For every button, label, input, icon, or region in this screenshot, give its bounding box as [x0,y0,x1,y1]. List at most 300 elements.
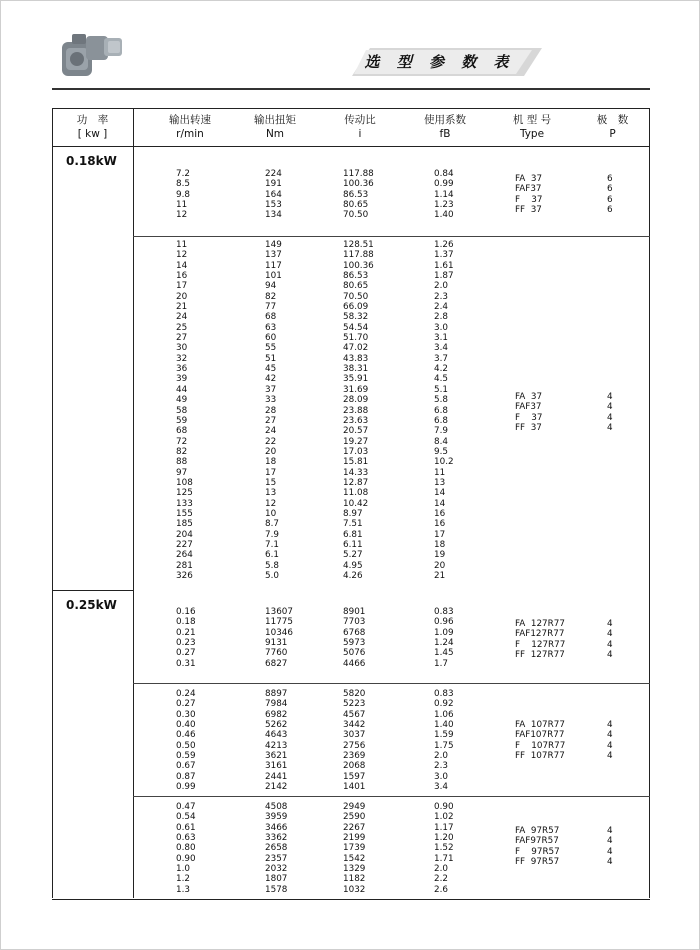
table-cell: 3.4 [434,343,448,354]
table-cell: 20 [434,560,446,571]
table-cell: 6 [607,184,613,195]
table-cell: 12 [265,498,277,509]
table-cell: 0.31 [176,658,196,669]
table-cell: 20.57 [343,426,369,437]
table-cell: 1.75 [434,740,454,751]
table-cell: 12 [176,250,188,261]
table-cell: 2357 [265,853,288,864]
table-cell: 0.87 [176,771,196,782]
header-type-unit: Type [519,128,545,140]
table-cell: 133 [176,498,193,509]
table-cell: 0.50 [176,740,196,751]
table-cell: FAF37 [515,402,542,413]
header-power [52,113,133,141]
table-cell: 4 [607,720,613,730]
table-cell: 5223 [343,699,366,710]
header-torque-unit: Nm [265,128,285,140]
table-cell: 3.7 [434,353,448,364]
table-cell: FAF127R77 [515,629,565,640]
table-border-left [52,108,53,898]
table-cell: 11775 [265,617,293,628]
table-cell: 4466 [343,658,366,669]
table-cell: 4213 [265,740,288,751]
table-cell: 4 [607,639,613,650]
column-divider [133,108,134,898]
table-cell: FA 127R77 [515,619,565,629]
table-cell: 14 [176,260,188,271]
table-cell: 3037 [343,730,366,741]
gear-motor-logo [58,28,126,84]
table-cell: 1.3 [176,884,190,895]
header-type-label: 机 型 号 [512,114,552,126]
table-cell: 1.61 [434,260,454,271]
table-cell: 3161 [265,761,288,772]
header-factor [410,113,480,141]
table-cell: 137 [265,250,282,261]
table-cell: 17 [265,467,277,478]
factor-column [434,169,454,221]
header-power-label: 功 率 [76,114,109,126]
table-cell: 2142 [265,782,288,793]
table-cell: FF 37 [515,205,542,216]
table-cell: 2.3 [434,761,448,772]
table-cell: 2.8 [434,312,448,323]
table-cell: 45 [265,364,277,375]
table-cell: 5.1 [434,384,448,395]
table-cell: 7.51 [343,519,363,530]
table-cell: 6 [607,205,613,216]
table-cell: 101 [265,271,282,282]
table-cell: 11.08 [343,488,369,499]
table-cell: 4 [607,402,613,413]
ratio-column [343,689,365,792]
table-cell: 153 [265,200,282,211]
header-torque [240,113,310,141]
table-cell: 49 [176,395,188,406]
table-cell: 28.09 [343,395,369,406]
table-cell: F 37 [515,194,543,205]
table-cell: 4508 [265,802,288,812]
table-cell: 47.02 [343,343,369,354]
table-cell: 12 [176,210,188,221]
table-cell: 13607 [265,607,293,617]
table-cell: 23.88 [343,405,369,416]
table-cell: 1032 [343,884,366,895]
table-cell: 4643 [265,730,288,741]
table-cell: 0.23 [176,638,196,649]
table-cell: 0.67 [176,761,196,772]
table-cell: 0.61 [176,822,196,833]
table-cell: FAF107R77 [515,730,565,741]
table-cell: 0.96 [434,617,454,628]
table-cell: 2.3 [434,291,448,302]
table-cell: 24 [265,426,277,437]
header-divider [52,146,650,147]
table-cell: 4 [607,650,613,661]
table-cell: 16 [434,519,446,530]
table-cell: 70.50 [343,291,369,302]
table-cell: 1739 [343,843,366,854]
table-cell: 12.87 [343,477,369,488]
table-cell: 13 [434,477,446,488]
table-cell: 0.24 [176,689,196,699]
table-cell: 2267 [343,822,366,833]
table-cell: 2.0 [434,281,448,292]
table-cell: 35.91 [343,374,369,385]
table-cell: 15.81 [343,457,369,468]
table-cell: 1.7 [434,658,448,669]
table-cell: 0.80 [176,843,196,854]
table-cell: 0.63 [176,833,196,844]
poles-column [607,826,613,868]
table-cell: 5262 [265,720,288,731]
table-cell: 134 [265,210,282,221]
table-cell: 1.06 [434,709,454,720]
table-cell: 20 [176,291,188,302]
table-cell: 2.2 [434,874,448,885]
header-speed [150,113,230,141]
table-cell: 11 [176,200,188,211]
table-cell: 117 [265,260,282,271]
header-poles [585,113,640,141]
table-cell: 0.46 [176,730,196,741]
table-cell: 63 [265,322,277,333]
table-cell: 108 [176,477,193,488]
table-cell: 1542 [343,853,366,864]
ratio-column [343,240,374,581]
table-cell: 5.27 [343,550,363,561]
table-cell: 1578 [265,884,288,895]
torque-column [265,689,287,792]
table-cell: 2.0 [434,751,448,762]
table-cell: 77 [265,302,277,313]
header-torque-label: 输出扭矩 [254,114,296,126]
table-cell: 3959 [265,812,288,823]
table-cell: 27 [265,415,277,426]
table-cell: 10 [265,508,277,519]
table-cell: 3.0 [434,771,448,782]
table-cell: 3.1 [434,333,448,344]
table-cell: F 37 [515,412,543,423]
table-cell: 1.52 [434,843,454,854]
speed-column [176,689,196,792]
table-cell: 37 [265,384,277,395]
power-divider [52,590,133,591]
table-cell: 86.53 [343,271,369,282]
table-cell: 4 [607,423,613,434]
table-cell: 0.99 [434,179,454,190]
table-cell: 36 [176,364,188,375]
table-cell: 2369 [343,751,366,762]
table-cell: F 97R57 [515,846,560,857]
table-cell: 33 [265,395,277,406]
table-cell: 1.20 [434,833,454,844]
table-cell: 5076 [343,648,366,659]
table-cell: 27 [176,333,188,344]
table-cell: FF 97R57 [515,857,560,868]
table-cell: 5.0 [265,571,279,581]
table-cell: 2441 [265,771,288,782]
table-cell: 1.14 [434,189,454,200]
table-cell: FAF37 [515,184,542,195]
table-cell: 8901 [343,607,366,617]
table-cell: FA 37 [515,174,543,184]
table-cell: 0.84 [434,169,454,179]
header-speed-unit: r/min [176,128,204,140]
table-cell: 0.99 [176,782,196,793]
table-cell: 4.95 [343,560,363,571]
table-cell: 0.30 [176,709,196,720]
table-cell: 5820 [343,689,366,699]
table-cell: 4.26 [343,571,363,581]
table-cell: 21 [434,571,446,581]
table-cell: 7703 [343,617,366,628]
table-cell: FF 107R77 [515,751,565,762]
table-cell: 44 [176,384,188,395]
table-cell: 281 [176,560,193,571]
table-cell: 4 [607,826,613,836]
table-cell: 88 [176,457,188,468]
table-cell: 2.6 [434,884,448,895]
table-cell: 0.16 [176,607,196,617]
table-cell: 80.65 [343,200,369,211]
table-cell: 1.02 [434,812,454,823]
table-cell: 1.45 [434,648,454,659]
table-cell: 326 [176,571,193,581]
table-cell: 5.8 [265,560,279,571]
factor-column [434,689,454,792]
table-cell: 82 [265,291,277,302]
table-cell: 4 [607,857,613,868]
table-cell: 0.40 [176,720,196,731]
table-cell: 2.4 [434,302,448,313]
table-cell: 4.2 [434,364,448,375]
table-cell: 1.2 [176,874,190,885]
table-cell: 264 [176,550,193,561]
table-cell: 1.71 [434,853,454,864]
table-cell: 13 [265,488,277,499]
table-cell: 1.59 [434,730,454,741]
table-cell: FA 107R77 [515,720,565,730]
table-cell: 117.88 [343,169,374,179]
table-cell: 0.90 [176,853,196,864]
table-cell: 3362 [265,833,288,844]
poles-column [607,720,613,762]
table-cell: 5973 [343,638,366,649]
table-cell: 55 [265,343,277,354]
table-cell: 19.27 [343,436,369,447]
table-cell: 1807 [265,874,288,885]
table-cell: FF 127R77 [515,650,565,661]
poles-column [607,392,613,434]
table-cell: 0.59 [176,751,196,762]
table-cell: 117.88 [343,250,374,261]
table-cell: 1.37 [434,250,454,261]
header-factor-label: 使用系数 [424,114,466,126]
table-cell: 14 [434,488,446,499]
table-cell: F 127R77 [515,639,566,650]
table-cell: 14.33 [343,467,369,478]
table-cell: 43.83 [343,353,369,364]
table-cell: 18 [265,457,277,468]
table-cell: 30 [176,343,188,354]
table-cell: 1.40 [434,720,454,731]
ratio-column [343,607,365,669]
table-cell: 17 [434,529,446,540]
table-cell: 6982 [265,709,288,720]
factor-column [434,240,454,581]
table-cell: 66.09 [343,302,369,313]
table-cell: 54.54 [343,322,369,333]
table-cell: 25 [176,322,188,333]
table-cell: 6 [607,174,613,184]
table-cell: 72 [176,436,188,447]
table-cell: 10.42 [343,498,369,509]
table-cell: 100.36 [343,260,374,271]
group-divider [133,683,650,684]
type-column [515,720,565,762]
page-title: 选 型 参 数 表 [364,53,515,71]
header-ratio-label: 传动比 [344,114,376,126]
speed-column [176,169,190,221]
table-cell: 22 [265,436,277,447]
table-cell: 100.36 [343,179,374,190]
table-cell: 3621 [265,751,288,762]
table-border-right [649,108,650,898]
table-cell: 4567 [343,709,366,720]
table-cell: 68 [176,426,188,437]
type-column [515,619,565,661]
table-cell: 1.24 [434,638,454,649]
table-cell: 0.21 [176,627,196,638]
table-cell: 2949 [343,802,366,812]
torque-column [265,802,287,895]
table-cell: 2.0 [434,864,448,875]
table-cell: 1329 [343,864,366,875]
table-cell: 1.17 [434,822,454,833]
table-cell: 0.90 [434,802,454,812]
table-cell: 10346 [265,627,293,638]
table-cell: 0.27 [176,648,196,659]
table-cell: 82 [176,446,188,457]
table-cell: 227 [176,539,193,550]
table-cell: 51 [265,353,277,364]
table-cell: F 107R77 [515,740,566,751]
table-cell: 128.51 [343,240,374,250]
table-cell: 204 [176,529,193,540]
table-cell: 4 [607,836,613,847]
table-cell: 7.9 [265,529,279,540]
table-cell: FA 97R57 [515,826,560,836]
table-cell: 59 [176,415,188,426]
type-column [515,392,542,434]
table-cell: 23.63 [343,415,369,426]
table-cell: 4 [607,730,613,741]
table-cell: 7.2 [176,169,190,179]
table-cell: 1401 [343,782,366,793]
table-cell: 164 [265,189,282,200]
table-cell: 4 [607,412,613,423]
table-cell: 10.2 [434,457,454,468]
torque-column [265,240,282,581]
header-type [496,113,568,141]
header-poles-label: 极 数 [596,114,629,126]
group-divider [133,796,650,797]
type-column [515,174,542,216]
table-cell: 6.81 [343,529,363,540]
torque-column [265,607,293,669]
table-cell: FAF97R57 [515,836,559,847]
header-power-unit: [ kw ] [77,128,108,140]
table-cell: 0.18 [176,617,196,628]
table-cell: 3.4 [434,782,448,793]
table-cell: 4 [607,751,613,762]
torque-column [265,169,282,221]
table-cell: 39 [176,374,188,385]
table-cell: 7.1 [265,539,279,550]
poles-column [607,174,613,216]
table-cell: 1.09 [434,627,454,638]
table-cell: 58 [176,405,188,416]
table-cell: 24 [176,312,188,323]
table-cell: 6768 [343,627,366,638]
table-cell: 6.8 [434,415,448,426]
ratio-column [343,169,374,221]
table-cell: 4 [607,740,613,751]
table-cell: 6827 [265,658,288,669]
table-cell: 1.23 [434,200,454,211]
table-cell: 1.40 [434,210,454,221]
table-cell: 3442 [343,720,366,731]
table-cell: 17 [176,281,188,292]
table-cell: 1.26 [434,240,454,250]
table-cell: 0.92 [434,699,454,710]
table-cell: 9.8 [176,189,190,200]
table-cell: 97 [176,467,188,478]
table-cell: 2032 [265,864,288,875]
table-cell: 1597 [343,771,366,782]
table-cell: 19 [434,550,446,561]
table-cell: 3466 [265,822,288,833]
header-ratio-unit: i [358,128,362,140]
table-cell: 8.97 [343,508,363,519]
table-cell: 86.53 [343,189,369,200]
power-label: 0.25kW [66,598,117,612]
speed-column [176,240,193,581]
table-cell: 51.70 [343,333,369,344]
table-cell: 0.83 [434,689,454,699]
table-cell: 0.54 [176,812,196,823]
header-rule [52,88,650,90]
table-cell: 8.4 [434,436,448,447]
table-cell: 2756 [343,740,366,751]
table-cell: 58.32 [343,312,369,323]
table-cell: 20 [265,446,277,457]
table-cell: 16 [434,508,446,519]
table-cell: 7.9 [434,426,448,437]
table-cell: 0.83 [434,607,454,617]
table-cell: 149 [265,240,282,250]
table-cell: 38.31 [343,364,369,375]
table-cell: FF 37 [515,423,542,434]
factor-column [434,802,454,895]
table-cell: 11 [434,467,446,478]
table-cell: 18 [434,539,446,550]
ratio-column [343,802,365,895]
table-cell: 185 [176,519,193,530]
table-cell: 191 [265,179,282,190]
table-cell: 2068 [343,761,366,772]
